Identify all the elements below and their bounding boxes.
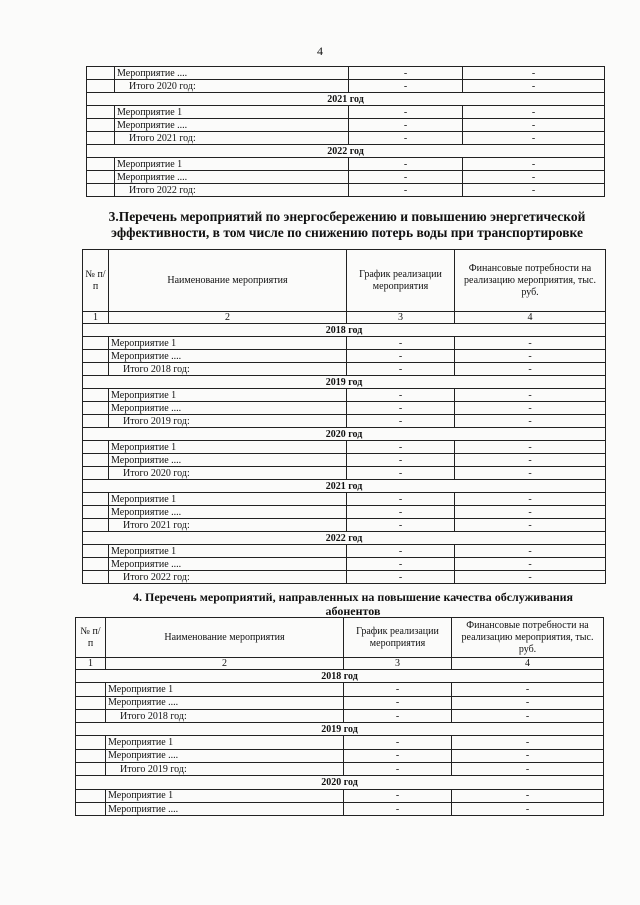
row-number-cell xyxy=(87,80,115,93)
measure-name: Мероприятие .... xyxy=(115,119,349,132)
row-number-cell xyxy=(83,337,109,350)
table-row xyxy=(87,67,605,80)
row-number-cell xyxy=(83,571,109,584)
header-financial: Финансовые потребности на реализацию мероприятия, тыс. руб. xyxy=(452,618,604,658)
measure-name: Мероприятие .... xyxy=(109,506,347,519)
schedule-value: - xyxy=(347,350,455,363)
row-number-cell xyxy=(83,545,109,558)
year-row xyxy=(83,428,606,441)
measure-name: Мероприятие .... xyxy=(109,454,347,467)
measure-name: Мероприятие 1 xyxy=(109,493,347,506)
schedule-value: - xyxy=(349,67,463,80)
financial-value: - xyxy=(455,558,606,571)
schedule-value: - xyxy=(347,467,455,480)
row-number-cell xyxy=(83,389,109,402)
table-row xyxy=(83,337,606,350)
total-row xyxy=(83,415,606,428)
col-number-2: 2 xyxy=(109,312,347,324)
schedule-value: - xyxy=(344,709,452,722)
year-label: 2019 год xyxy=(83,376,606,389)
year-row xyxy=(76,723,604,736)
year-row xyxy=(83,532,606,545)
table-row xyxy=(76,802,604,815)
table-row xyxy=(87,158,605,171)
financial-value: - xyxy=(463,119,605,132)
financial-value: - xyxy=(452,709,604,722)
financial-value: - xyxy=(452,789,604,802)
row-number-cell xyxy=(76,802,106,815)
total-label: Итого 2020 год: xyxy=(115,80,349,93)
header-number: № п/п xyxy=(83,250,109,312)
section-4-title: 4. Перечень мероприятий, направленных на повышение качества обслуживания абонентов xyxy=(132,590,574,618)
measure-name: Мероприятие .... xyxy=(109,402,347,415)
total-label: Итого 2019 год: xyxy=(106,763,344,776)
table-row xyxy=(83,558,606,571)
col-number-4: 4 xyxy=(452,658,604,670)
row-number-cell xyxy=(76,789,106,802)
measure-name: Мероприятие .... xyxy=(106,802,344,815)
header-schedule: График реализации мероприятия xyxy=(344,618,452,658)
financial-value: - xyxy=(452,763,604,776)
page-number: 4 xyxy=(317,44,323,58)
financial-value: - xyxy=(455,415,606,428)
measure-name: Мероприятие .... xyxy=(115,67,349,80)
measure-name: Мероприятие .... xyxy=(115,171,349,184)
row-number-cell xyxy=(87,119,115,132)
section-3-title: 3.Перечень мероприятий по энергосбережению и повышению энергетической эффективности, в том числе по снижению потерь воды при транспортировке xyxy=(108,209,586,240)
row-number-cell xyxy=(83,441,109,454)
col-number-3: 3 xyxy=(344,658,452,670)
total-label: Итого 2021 год: xyxy=(109,519,347,532)
financial-value: - xyxy=(455,363,606,376)
total-label: Итого 2018 год: xyxy=(106,709,344,722)
col-number-1: 1 xyxy=(83,312,109,324)
row-number-cell xyxy=(76,736,106,749)
financial-value: - xyxy=(463,80,605,93)
year-label: 2022 год xyxy=(83,532,606,545)
row-number-cell xyxy=(87,171,115,184)
row-number-cell xyxy=(83,415,109,428)
schedule-value: - xyxy=(347,389,455,402)
row-number-cell xyxy=(83,493,109,506)
row-number-cell xyxy=(87,158,115,171)
financial-value: - xyxy=(455,506,606,519)
year-label: 2020 год xyxy=(76,776,604,789)
financial-value: - xyxy=(452,749,604,762)
table-row xyxy=(83,350,606,363)
schedule-value: - xyxy=(349,158,463,171)
table-row xyxy=(87,106,605,119)
measure-name: Мероприятие .... xyxy=(106,696,344,709)
header-number: № п/п xyxy=(76,618,106,658)
year-row xyxy=(83,480,606,493)
financial-value: - xyxy=(463,158,605,171)
schedule-value: - xyxy=(347,493,455,506)
year-row xyxy=(87,145,605,158)
schedule-value: - xyxy=(347,558,455,571)
table-row xyxy=(83,545,606,558)
schedule-value: - xyxy=(344,789,452,802)
header-schedule: График реализации мероприятия xyxy=(347,250,455,312)
year-row xyxy=(76,776,604,789)
total-row xyxy=(83,467,606,480)
row-number-cell xyxy=(76,763,106,776)
table-row xyxy=(76,789,604,802)
col-number-3: 3 xyxy=(347,312,455,324)
row-number-cell xyxy=(76,709,106,722)
schedule-value: - xyxy=(344,749,452,762)
table-row xyxy=(83,441,606,454)
header-name: Наименование мероприятия xyxy=(106,618,344,658)
financial-value: - xyxy=(463,132,605,145)
total-row xyxy=(76,709,604,722)
col-number-4: 4 xyxy=(455,312,606,324)
year-label: 2021 год xyxy=(83,480,606,493)
table-section-3 xyxy=(82,249,606,584)
table-row xyxy=(76,696,604,709)
table-row xyxy=(83,454,606,467)
financial-value: - xyxy=(452,683,604,696)
schedule-value: - xyxy=(347,441,455,454)
financial-value: - xyxy=(463,67,605,80)
total-row xyxy=(83,363,606,376)
row-number-cell xyxy=(87,184,115,197)
total-row xyxy=(83,519,606,532)
year-label: 2018 год xyxy=(76,670,604,683)
financial-value: - xyxy=(463,184,605,197)
row-number-cell xyxy=(76,683,106,696)
row-number-cell xyxy=(87,132,115,145)
schedule-value: - xyxy=(347,454,455,467)
financial-value: - xyxy=(455,441,606,454)
row-number-cell xyxy=(76,696,106,709)
schedule-value: - xyxy=(344,683,452,696)
schedule-value: - xyxy=(344,802,452,815)
measure-name: Мероприятие .... xyxy=(109,350,347,363)
row-number-cell xyxy=(83,467,109,480)
financial-value: - xyxy=(455,402,606,415)
year-row xyxy=(83,376,606,389)
year-label: 2022 год xyxy=(87,145,605,158)
year-row xyxy=(87,93,605,106)
measure-name: Мероприятие 1 xyxy=(106,683,344,696)
table-row xyxy=(83,493,606,506)
table-row xyxy=(83,506,606,519)
financial-value: - xyxy=(455,545,606,558)
year-label: 2019 год xyxy=(76,723,604,736)
header-name: Наименование мероприятия xyxy=(109,250,347,312)
col-number-1: 1 xyxy=(76,658,106,670)
schedule-value: - xyxy=(347,545,455,558)
schedule-value: - xyxy=(347,363,455,376)
financial-value: - xyxy=(452,802,604,815)
row-number-cell xyxy=(83,350,109,363)
measure-name: Мероприятие 1 xyxy=(109,337,347,350)
table-row xyxy=(83,402,606,415)
total-label: Итого 2022 год: xyxy=(115,184,349,197)
financial-value: - xyxy=(455,493,606,506)
row-number-cell xyxy=(87,106,115,119)
row-number-cell xyxy=(83,454,109,467)
table-row xyxy=(87,171,605,184)
schedule-value: - xyxy=(344,696,452,709)
measure-name: Мероприятие .... xyxy=(109,558,347,571)
measure-name: Мероприятие 1 xyxy=(109,441,347,454)
schedule-value: - xyxy=(349,80,463,93)
total-row xyxy=(87,184,605,197)
table-row xyxy=(87,119,605,132)
year-label: 2018 год xyxy=(83,324,606,337)
schedule-value: - xyxy=(347,415,455,428)
year-row xyxy=(76,670,604,683)
header-financial: Финансовые потребности на реализацию мероприятия, тыс. руб. xyxy=(455,250,606,312)
total-label: Итого 2018 год: xyxy=(109,363,347,376)
financial-value: - xyxy=(463,171,605,184)
row-number-cell xyxy=(76,749,106,762)
schedule-value: - xyxy=(349,171,463,184)
schedule-value: - xyxy=(344,736,452,749)
total-label: Итого 2022 год: xyxy=(109,571,347,584)
financial-value: - xyxy=(455,389,606,402)
schedule-value: - xyxy=(347,571,455,584)
financial-value: - xyxy=(452,696,604,709)
schedule-value: - xyxy=(347,519,455,532)
schedule-value: - xyxy=(344,763,452,776)
col-number-2: 2 xyxy=(106,658,344,670)
table-row xyxy=(83,389,606,402)
measure-name: Мероприятие 1 xyxy=(106,789,344,802)
table-row xyxy=(76,683,604,696)
financial-value: - xyxy=(455,454,606,467)
table-row xyxy=(76,736,604,749)
row-number-cell xyxy=(87,67,115,80)
measure-name: Мероприятие 1 xyxy=(109,545,347,558)
total-label: Итого 2020 год: xyxy=(109,467,347,480)
schedule-value: - xyxy=(349,106,463,119)
table-row xyxy=(76,749,604,762)
measure-name: Мероприятие 1 xyxy=(109,389,347,402)
row-number-cell xyxy=(83,519,109,532)
row-number-cell xyxy=(83,558,109,571)
schedule-value: - xyxy=(349,132,463,145)
measure-name: Мероприятие 1 xyxy=(106,736,344,749)
schedule-value: - xyxy=(347,506,455,519)
schedule-value: - xyxy=(347,337,455,350)
row-number-cell xyxy=(83,402,109,415)
row-number-cell xyxy=(83,363,109,376)
schedule-value: - xyxy=(349,119,463,132)
year-row xyxy=(83,324,606,337)
year-label: 2021 год xyxy=(87,93,605,106)
table-continuation xyxy=(86,66,605,197)
total-label: Итого 2021 год: xyxy=(115,132,349,145)
year-label: 2020 год xyxy=(83,428,606,441)
financial-value: - xyxy=(455,571,606,584)
total-label: Итого 2019 год: xyxy=(109,415,347,428)
measure-name: Мероприятие 1 xyxy=(115,106,349,119)
schedule-value: - xyxy=(347,402,455,415)
financial-value: - xyxy=(463,106,605,119)
schedule-value: - xyxy=(349,184,463,197)
total-row xyxy=(83,571,606,584)
financial-value: - xyxy=(455,519,606,532)
financial-value: - xyxy=(452,736,604,749)
table-section-4 xyxy=(75,617,604,816)
financial-value: - xyxy=(455,337,606,350)
row-number-cell xyxy=(83,506,109,519)
measure-name: Мероприятие .... xyxy=(106,749,344,762)
financial-value: - xyxy=(455,350,606,363)
total-row xyxy=(76,763,604,776)
total-row xyxy=(87,132,605,145)
total-row xyxy=(87,80,605,93)
measure-name: Мероприятие 1 xyxy=(115,158,349,171)
financial-value: - xyxy=(455,467,606,480)
